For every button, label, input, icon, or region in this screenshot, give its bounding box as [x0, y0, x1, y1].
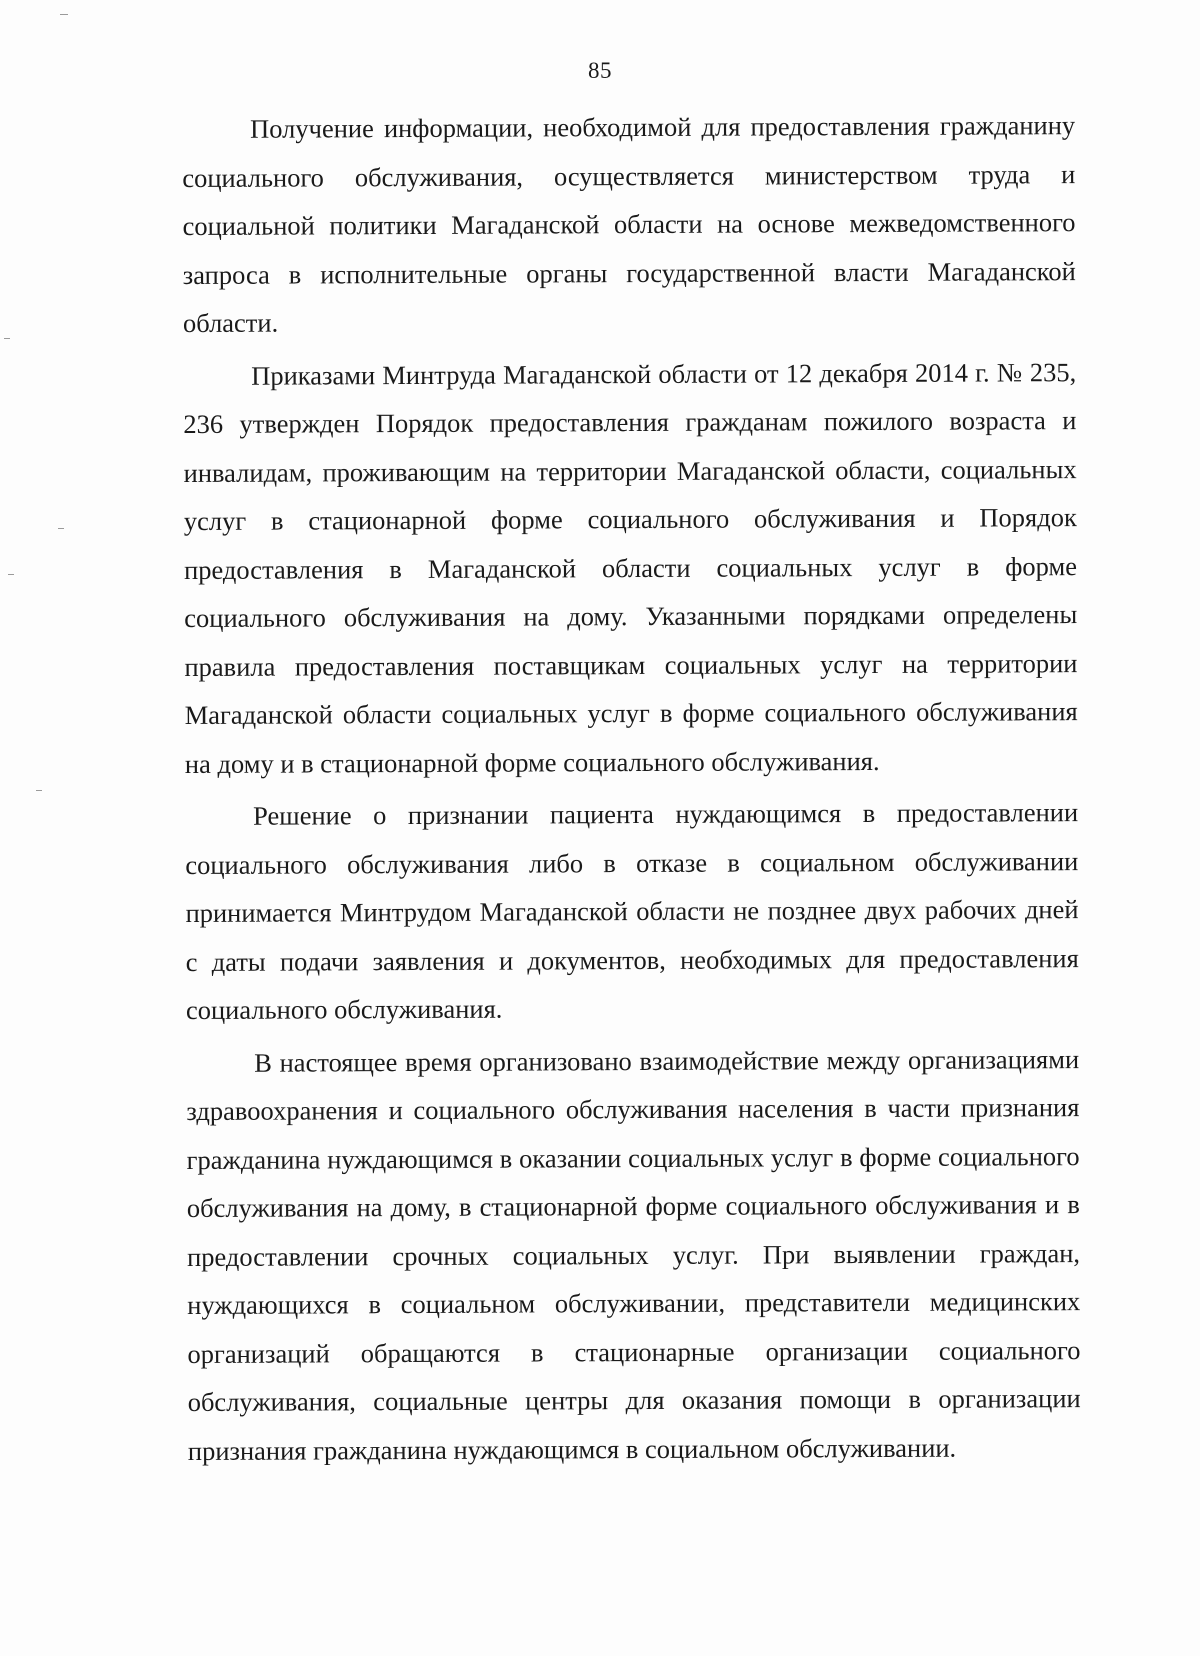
- scan-artifact: [4, 338, 10, 339]
- paragraph: Решение о признании пациента нуждающимся в предоставлении социального обслуживания либо в отказе в социальном обслуживании принимается Минтрудом Магаданской области не позднее двух рабочих дней с даты подачи заявления и документов, необходимых для предоставления социального обслуживания.: [185, 797, 1079, 1025]
- scan-artifact: [58, 528, 64, 529]
- body-text: [182, 101, 1081, 1475]
- paragraph: В настоящее время организовано взаимодействие между организациями здравоохранения и социального обслуживания населения в части признания гражданина нуждающимся в оказании социальных услуг в форме социального обслуживания на дому, в стационарной форме социального обслуживания и в предоставлении срочных социальных услуг. При выявлении граждан, нуждающихся в социальном обслуживании, представители медицинских организаций обращаются в стационарные организации социального обслуживания, социальные центры для оказания помощи в организации признания гражданина нуждающимся в социальном обслуживании.: [186, 1043, 1081, 1466]
- scan-artifact: [8, 574, 14, 575]
- paragraph: Получение информации, необходимой для предоставления гражданину социального обслуживания, осуществляется министерством труда и социальной политики Магаданской области на основе межведомственного запроса в исполнительные органы государственной власти Магаданской области.: [182, 110, 1076, 338]
- scan-artifact: [60, 14, 68, 15]
- page-number: 85: [588, 58, 612, 83]
- scan-artifact: [36, 790, 42, 791]
- paragraph: Приказами Минтруда Магаданской области от 12 декабря 2014 г. № 235, 236 утвержден Порядок предоставления гражданам пожилого возраста и инвалидам, проживающим на территории Магаданской области, социальных услуг в стационарной форме социального обслуживания и Порядок предоставления в Магаданской области социальных услуг в форме социального обслуживания на дому. Указанными порядками определены правила предоставления поставщикам социальных услуг на территории Магаданской области социальных услуг в форме социального обслуживания на дому и в стационарной форме социального обслуживания.: [183, 356, 1078, 779]
